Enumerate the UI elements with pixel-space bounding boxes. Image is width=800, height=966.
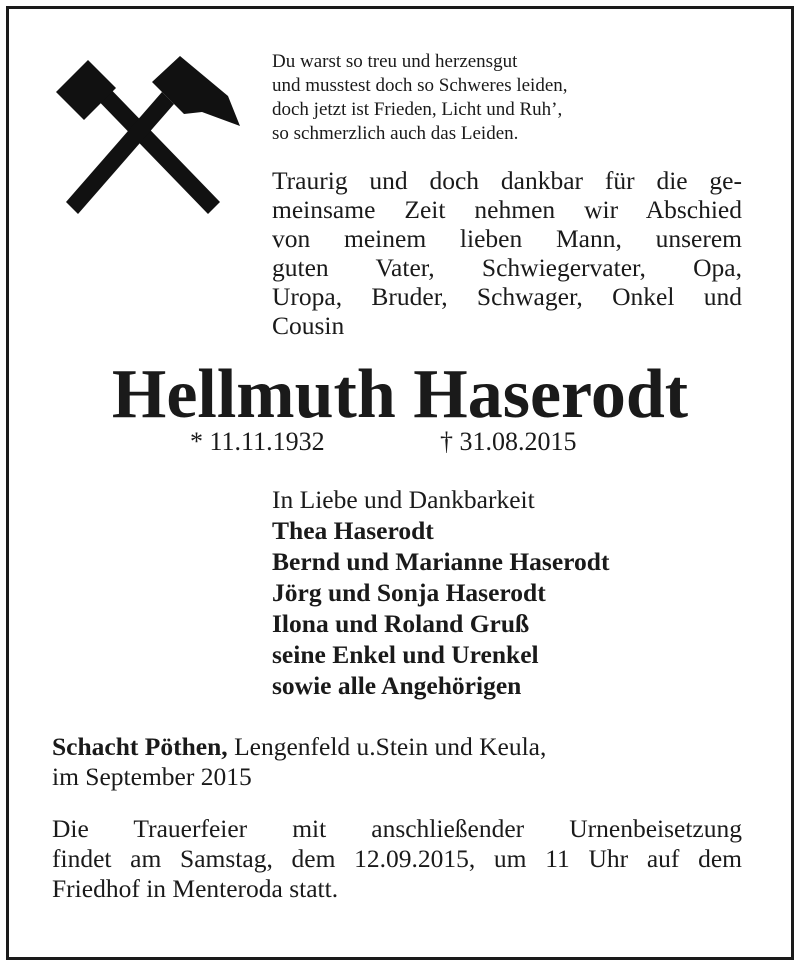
mourner: Ilona und Roland Gruß xyxy=(272,609,530,638)
death-date: † 31.08.2015 xyxy=(440,427,577,456)
funeral-line: Friedhof in Menteroda statt. xyxy=(52,874,339,903)
intro-line: Traurig und doch dankbar für die ge- xyxy=(272,166,742,195)
intro-line: meinsame Zeit nehmen wir Abschied xyxy=(272,195,742,224)
intro-line: guten Vater, Schwiegervater, Opa, xyxy=(272,253,742,282)
mourners-heading: In Liebe und Dankbarkeit xyxy=(272,485,535,514)
hammer-and-pick-icon xyxy=(52,52,242,222)
mourner: sowie alle Angehörigen xyxy=(272,671,522,700)
poem-line: so schmerzlich auch das Leiden. xyxy=(272,123,519,144)
notice-date: im September 2015 xyxy=(52,762,252,791)
intro-line: Cousin xyxy=(272,311,345,340)
poem-line: Du warst so treu und herzensgut xyxy=(272,51,518,72)
mourner: Bernd und Marianne Haserodt xyxy=(272,547,610,576)
poem-line: doch jetzt ist Frieden, Licht und Ruh’, xyxy=(272,99,563,120)
funeral-info xyxy=(52,814,742,904)
mourner: seine Enkel und Urenkel xyxy=(272,640,539,669)
birth-date: * 11.11.1932 xyxy=(190,427,325,456)
intro-line: Uropa, Bruder, Schwager, Onkel und xyxy=(272,282,742,311)
poem xyxy=(272,50,568,146)
poem-line: und musstest doch so Schweres leiden, xyxy=(272,75,568,96)
place-rest: Lengenfeld u.Stein und Keula, xyxy=(227,732,547,761)
intro-line: von meinem lieben Mann, unserem xyxy=(272,224,742,253)
intro-text xyxy=(272,166,742,340)
mourner: Thea Haserodt xyxy=(272,516,434,545)
funeral-line: Die Trauerfeier mit anschließender Urnenbeisetzung xyxy=(52,814,742,843)
place-and-date xyxy=(52,732,546,792)
mourners-list xyxy=(272,484,609,701)
funeral-line: findet am Samstag, dem 12.09.2015, um 11 Uhr auf dem xyxy=(52,844,742,873)
deceased-name: Hellmuth Haserodt xyxy=(111,356,689,433)
place-bold: Schacht Pöthen, xyxy=(52,732,228,761)
mourner: Jörg und Sonja Haserodt xyxy=(272,578,546,607)
